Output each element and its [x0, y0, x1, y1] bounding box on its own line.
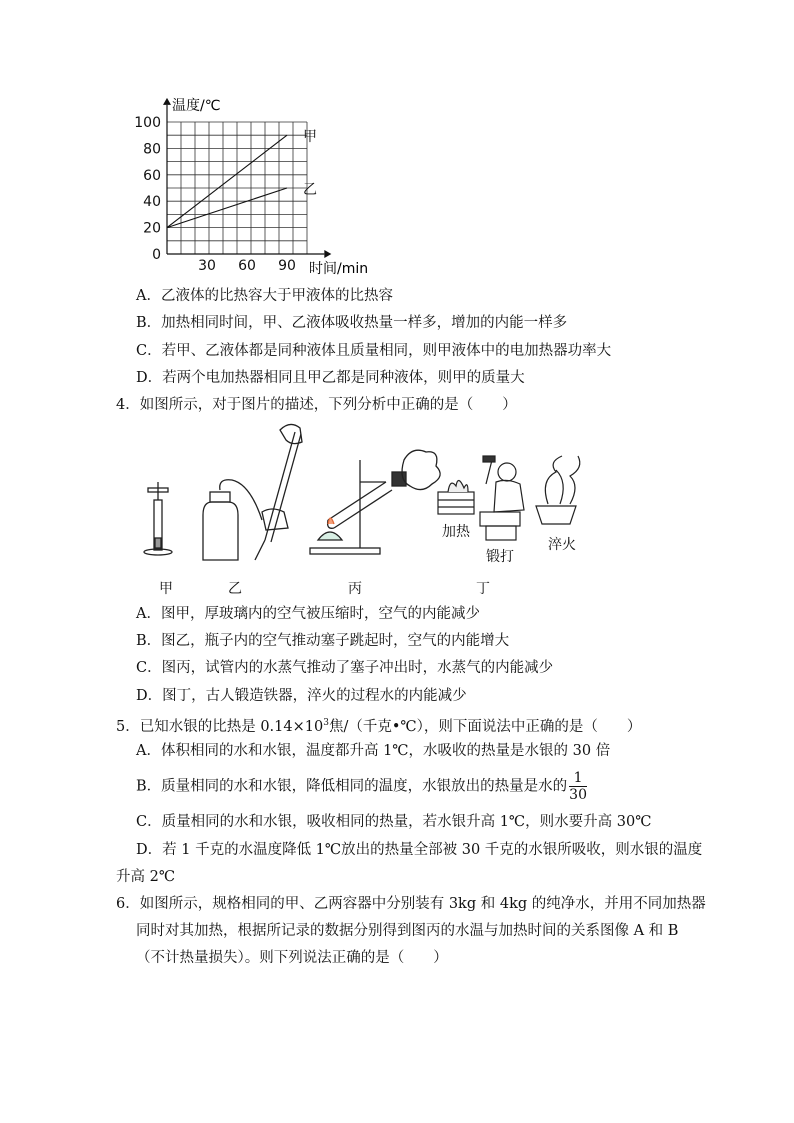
q3-option-d: D．若两个电加热器相同且甲乙都是同种液体，则甲的质量大	[136, 370, 525, 386]
series-label-yi: 乙	[303, 182, 317, 198]
test-tube-stand-figure	[310, 450, 440, 554]
y-tick-label: 100	[134, 115, 161, 131]
q4-option-b: B．图乙，瓶子内的空气推动塞子跳起时，空气的内能增大	[136, 633, 510, 649]
q5-option-d-line2: 升高 2℃	[116, 869, 176, 885]
x-axis-arrow	[324, 250, 331, 258]
label-bing: 丙	[348, 581, 362, 597]
q5-option-a: A．体积相同的水和水银，温度都升高 1℃，水吸收的热量是水银的 30 倍	[136, 743, 611, 759]
fraction-one-thirtieth: $\frac{1}{30}$	[569, 770, 587, 803]
q4-option-c: C．图丙，试管内的水蒸气推动了塞子冲出时，水蒸气的内能减少	[136, 660, 554, 676]
q3-option-c: C．若甲、乙液体都是同种液体且质量相同，则甲液体中的电加热器功率大	[136, 343, 612, 359]
q6-stem-line3: （不计热量损失）。则下列说法正确的是（ ）	[136, 950, 448, 966]
series-line-yi	[167, 188, 287, 228]
label-jia: 甲	[159, 581, 173, 597]
y-axis-arrow	[163, 98, 171, 105]
series-line-jia	[167, 135, 287, 227]
x-tick-label: 60	[238, 258, 256, 274]
q4-stem: 4．如图所示，对于图片的描述，下列分析中正确的是（ ）	[116, 397, 517, 413]
label-ding: 丁	[476, 581, 490, 597]
label-quench: 淬火	[548, 537, 576, 553]
q3-option-b: B．加热相同时间，甲、乙液体吸收热量一样多，增加的内能一样多	[136, 315, 568, 331]
q4-option-d: D．图丁，古人锻造铁器，淬火的过程水的内能减少	[136, 688, 467, 704]
q3-option-a: A．乙液体的比热容大于甲液体的比热容	[136, 288, 393, 304]
bottle-pump-figure	[203, 424, 302, 560]
y-tick-label: 20	[143, 220, 161, 237]
y-tick-label: 0	[152, 247, 161, 263]
q6-stem-line2: 同时对其加热，根据所记录的数据分别得到图丙的水温与加热时间的关系图像 A 和 B	[136, 923, 679, 939]
q4-illustration	[0, 420, 794, 570]
q5-option-b: B．质量相同的水和水银，降低相同的温度，水银放出的热量是水的 $\frac{1}{30}$	[136, 770, 587, 803]
q5-option-c: C．质量相同的水和水银，吸收相同的热量，若水银升高 1℃，则水要升高 30℃	[136, 814, 652, 830]
q4-option-a: A．图甲，厚玻璃内的空气被压缩时，空气的内能减少	[136, 606, 480, 622]
y-tick-label: 40	[143, 194, 161, 211]
label-forge: 锻打	[486, 549, 514, 565]
label-yi: 乙	[228, 581, 242, 597]
temperature-time-chart	[0, 0, 794, 290]
y-tick-label: 60	[143, 167, 161, 184]
y-tick-label: 80	[143, 141, 161, 158]
x-tick-label: 90	[278, 258, 296, 274]
label-heat: 加热	[442, 524, 470, 540]
q5-exponent: 3	[323, 718, 329, 728]
series-label-jia: 甲	[303, 129, 317, 146]
y-axis-label: 温度/℃	[172, 98, 221, 114]
x-tick-label: 30	[198, 258, 216, 274]
compression-cylinder-figure	[144, 482, 172, 555]
q5-option-d-line1: D．若 1 千克的水温度降低 1℃放出的热量全部被 30 千克的水银所吸收，则水银的温度	[136, 842, 703, 858]
q6-stem-line1: 6．如图所示，规格相同的甲、乙两容器中分别装有 3kg 和 4kg 的纯净水，并用不同加热器	[116, 896, 706, 912]
q5-stem: 5．已知水银的比热是 $0.14\times 10^3$焦/（千克•℃），则下面说法中正确的是（ ）	[116, 718, 642, 735]
x-axis-label: 时间/min	[309, 261, 369, 277]
